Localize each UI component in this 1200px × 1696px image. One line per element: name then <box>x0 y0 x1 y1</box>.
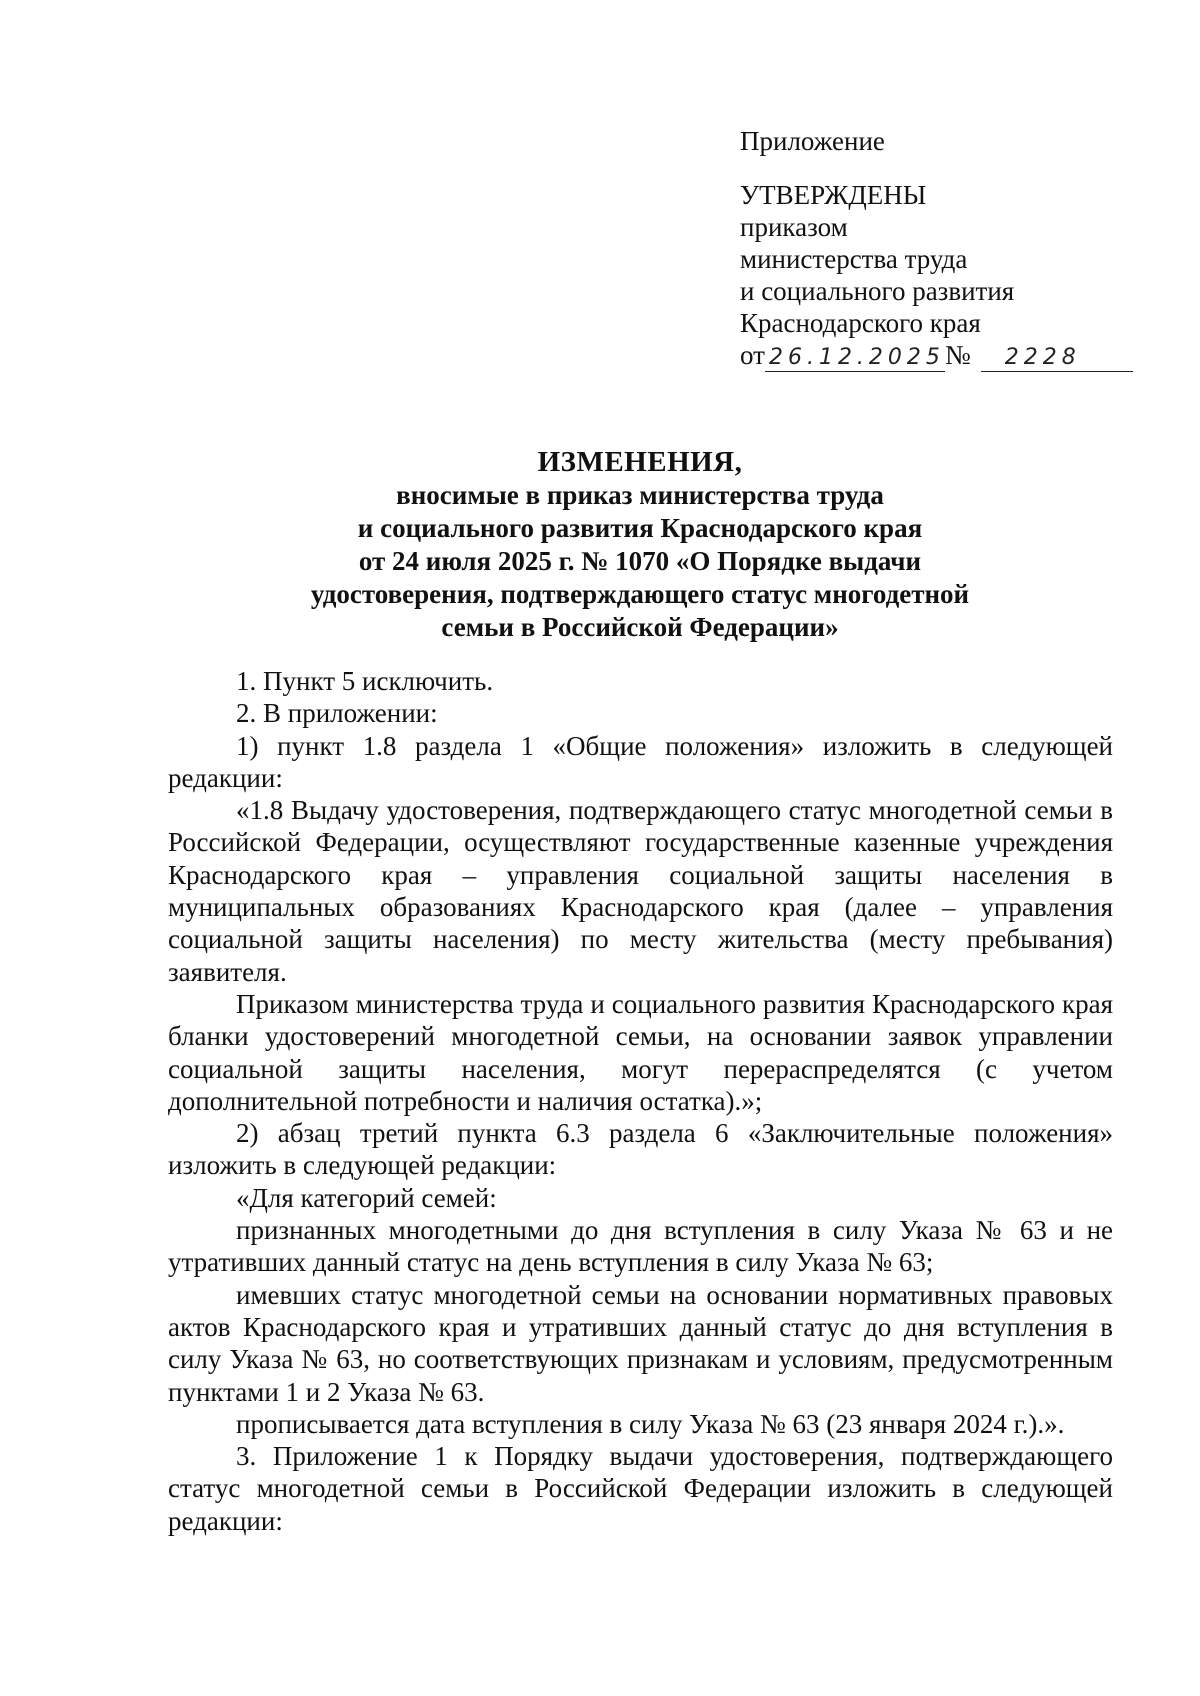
paragraph: 3. Приложение 1 к Порядку выдачи удостоверения, подтверждающего статус многодетной семьи в Российской Федерации изложить в следующей редакции: <box>168 1441 1113 1536</box>
paragraph: прописывается дата вступления в силу Указа № 63 (23 января 2024 г.).». <box>236 1408 1065 1439</box>
handwritten-number: 2228 <box>981 345 1133 372</box>
handwritten-date: 26.12.2025 <box>765 345 945 372</box>
paragraph: 1. Пункт 5 исключить. <box>236 666 494 696</box>
title-line: удостоверения, подтверждающего статус многодетной <box>310 579 970 609</box>
paragraph: 1) пункт 1.8 раздела 1 «Общие положения» изложить в следующей редакции: <box>168 730 1113 793</box>
paragraph: «1.8 Выдачу удостоверения, подтверждающего статус многодетной семьи в Российской Федерации, осуществляют государственные казенные учреждения Краснодарского края – управления социальной защиты населения в муниципальных образованиях Краснодарского края (далее – управления социальной защиты населения) по месту жительства (месту пребывания) заявителя. <box>168 795 1113 987</box>
number-sign: № <box>944 340 971 370</box>
title-line: семьи в Российской Федерации» <box>441 612 839 642</box>
paragraph: «Для категорий семей: <box>236 1182 497 1213</box>
approval-block <box>740 125 1133 372</box>
approval-line: и социального развития <box>740 276 1015 306</box>
paragraph: имевших статус многодетной семьи на основании нормативных правовых актов Краснодарского края и утративших данный статус до дня вступления в силу Указа № 63, но соответствующих признакам и условиям, предусмотренным пунктами 1 и 2 Указа № 63. <box>168 1279 1113 1407</box>
approval-line: приказом <box>740 212 848 242</box>
paragraph: признанных многодетными до дня вступления в силу Указа № 63 и не утративших данный статус на день вступления в силу Указа № 63; <box>168 1215 1113 1278</box>
approval-line: министерства труда <box>740 244 968 274</box>
order-date-line <box>740 339 1133 372</box>
approval-line: Краснодарского края <box>740 308 981 338</box>
title-line: от 24 июля 2025 г. № 1070 «О Порядке выдачи <box>358 546 922 576</box>
paragraph: 2) абзац третий пункта 6.3 раздела 6 «Заключительные положения» изложить в следующей редакции: <box>168 1118 1113 1181</box>
approved-label: УТВЕРЖДЕНЫ <box>740 180 927 210</box>
appendix-label: Приложение <box>740 126 885 156</box>
document-body <box>168 665 1113 1537</box>
paragraph: 2. В приложении: <box>236 698 438 729</box>
title-main: ИЗМЕНЕНИЯ, <box>537 446 743 478</box>
title-line: вносимые в приказ министерства труда <box>396 480 884 510</box>
document-title <box>190 446 1090 644</box>
paragraph: Приказом министерства труда и социального развития Краснодарского края бланки удостоверений многодетной семьи, на основании заявок управлении социальной защиты населения, могут перераспределятся (с учетом дополнительной потребности и наличия остатка).»; <box>168 988 1113 1116</box>
title-line: и социального развития Краснодарского края <box>357 513 923 543</box>
date-prefix: от <box>740 340 765 370</box>
